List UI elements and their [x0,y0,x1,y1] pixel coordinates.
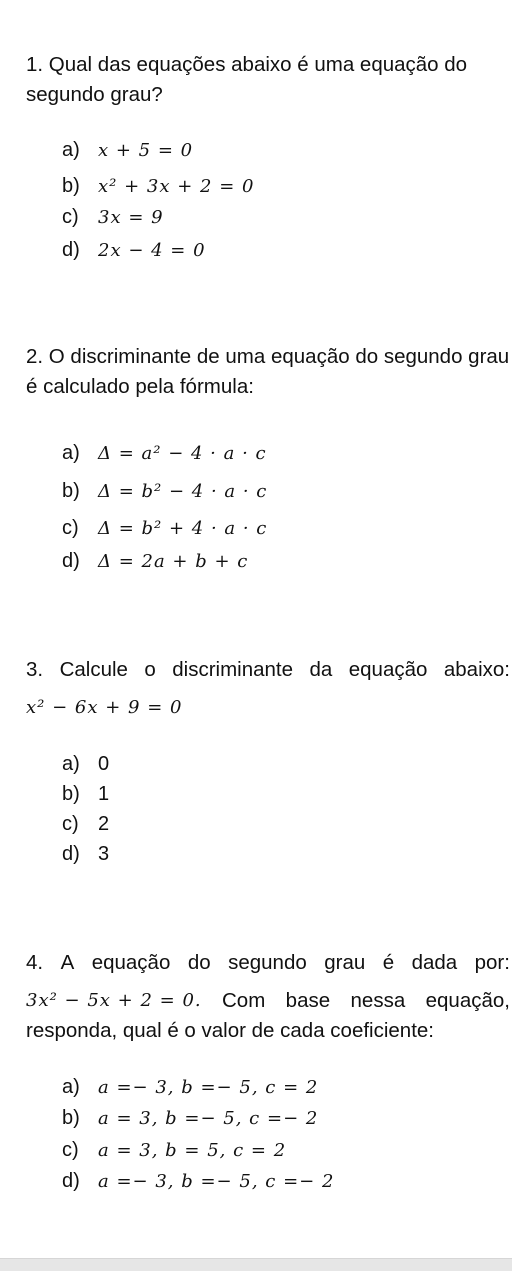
question-3-text [26,655,510,685]
question-word: A [60,951,75,974]
question-2-option-c[interactable] [62,514,267,543]
question-word: 3. [26,658,44,681]
option-text: 2 [98,813,110,835]
question-1-option-a[interactable] [62,136,193,165]
option-letter: d) [62,550,80,572]
option-text: 1 [98,783,110,805]
question-3-option-b[interactable] [62,780,109,808]
question-word: Com [222,989,266,1012]
question-1-option-d[interactable] [62,236,206,265]
question-2-option-b[interactable] [62,477,267,506]
question-4-text-line-3: responda, qual é o valor de cada coeficiente: [26,1019,434,1042]
bottom-scroll-bar [0,1258,512,1271]
option-letter: b) [62,1107,80,1129]
question-1-option-b[interactable] [62,172,254,201]
question-1-option-c[interactable] [62,203,164,232]
question-word: nessa [350,989,406,1012]
option-letter: d) [62,843,80,865]
option-letter: c) [62,517,79,539]
question-word: base [285,989,331,1012]
question-4-option-a[interactable] [62,1073,318,1102]
option-text: a =− 3, b =− 5, c =− 2 [98,1171,335,1192]
option-letter: c) [62,813,79,835]
question-word: o [144,658,156,681]
question-2-text: 2. O discriminante de uma equação do segundo grau é calculado pela fórmula: [26,345,510,398]
question-4-text-line-1 [26,948,510,978]
option-letter: c) [62,1139,79,1161]
option-letter: c) [62,206,79,228]
question-2-option-d[interactable] [62,547,248,576]
question-4-text-line-2 [26,986,510,1016]
question-word: do [187,951,211,974]
option-letter: b) [62,175,80,197]
question-word: equação, [425,989,510,1012]
option-letter: b) [62,480,80,502]
option-letter: a) [62,139,80,161]
question-word: abaixo: [443,658,510,681]
question-3-option-c[interactable] [62,810,109,838]
question-3-equation [26,692,510,723]
option-letter: d) [62,239,80,261]
equation: 3x² − 5x + 2 = 0. [26,990,202,1011]
question-word: discriminante [172,658,294,681]
question-word: é [382,951,395,974]
question-3-option-a[interactable] [62,750,109,778]
option-text: x + 5 = 0 [98,140,194,161]
option-text: 3 [98,843,110,865]
question-4-option-c[interactable] [62,1136,286,1165]
option-text: Δ = a² − 4 · a · c [98,443,267,464]
option-text: a = 3, b = 5, c = 2 [98,1140,287,1161]
question-word: segundo [228,951,307,974]
option-text: Δ = b² − 4 · a · c [98,481,268,502]
option-text: 2x − 4 = 0 [98,240,206,261]
equation: x² − 6x + 9 = 0 [26,697,183,718]
option-text: x² + 3x + 2 = 0 [98,176,255,197]
option-text: Δ = 2a + b + c [98,551,249,572]
option-letter: d) [62,1170,80,1192]
question-word: Calcule [59,658,128,681]
question-word: por: [474,951,510,974]
option-text: Δ = b² + 4 · a · c [98,518,268,539]
option-text: 3x = 9 [98,207,164,228]
question-4-option-d[interactable] [62,1167,334,1196]
question-2-option-a[interactable] [62,439,267,468]
question-word: 4. [26,951,44,974]
question-word: equação [348,658,428,681]
option-text: a = 3, b =− 5, c =− 2 [98,1108,319,1129]
option-text: 0 [98,753,110,775]
option-letter: b) [62,783,80,805]
option-letter: a) [62,1076,80,1098]
question-1-text: 1. Qual das equações abaixo é uma equação do segundo grau? [26,53,468,106]
option-letter: a) [62,753,80,775]
question-word: dada [411,951,458,974]
question-word: grau [324,951,366,974]
question-4-option-b[interactable] [62,1104,318,1133]
option-letter: a) [62,442,80,464]
option-text: a =− 3, b =− 5, c = 2 [98,1077,319,1098]
question-word: equação [91,951,171,974]
question-word: da [309,658,333,681]
question-3-option-d[interactable] [62,840,109,868]
